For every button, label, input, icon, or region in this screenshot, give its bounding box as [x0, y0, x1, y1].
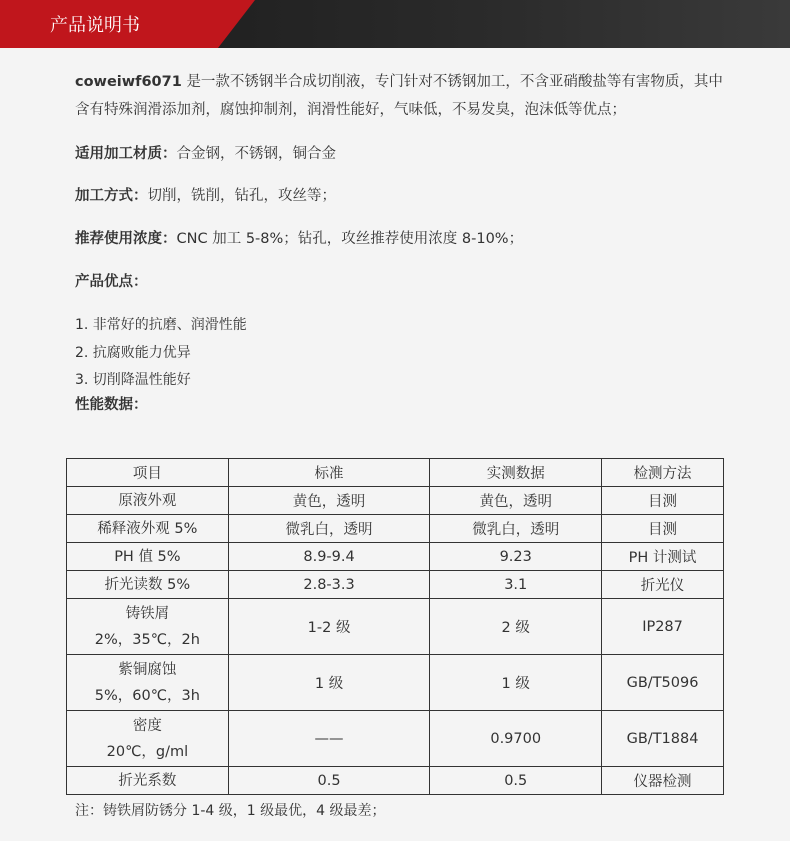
- product-code: coweiwf6071: [75, 74, 182, 90]
- item-line: 20℃，g/ml: [106, 743, 189, 760]
- item-line: 密度: [132, 717, 162, 734]
- materials-label: 适用加工材质：: [75, 146, 177, 162]
- methods-value: 切削，铣削，钻孔，攻丝等；: [147, 188, 336, 204]
- concentration-line: [75, 229, 725, 249]
- table-cell-standard: 0.5: [228, 767, 430, 795]
- table-cell-item: [67, 487, 229, 515]
- table-cell-standard: 黄色，透明: [228, 487, 430, 515]
- table-cell-method: GB/T1884: [602, 711, 724, 767]
- table-cell-method: 仪器检测: [602, 767, 724, 795]
- table-header-cell: 检测方法: [602, 459, 724, 487]
- materials-value: 合金钢，不锈钢，铜合金: [176, 146, 336, 162]
- table-header-cell: 标准: [228, 459, 430, 487]
- table-cell-standard: ——: [228, 711, 430, 767]
- content: [0, 48, 725, 415]
- table-cell-standard: 2.8-3.3: [228, 571, 430, 599]
- table-cell-item: [67, 711, 229, 767]
- table-cell-measured: 1 级: [430, 655, 602, 711]
- table-cell-standard: 8.9-9.4: [228, 543, 430, 571]
- item-line: 铸铁屑: [125, 605, 170, 622]
- table-row: [67, 767, 724, 795]
- table-cell-measured: 0.5: [430, 767, 602, 795]
- advantages-list: [75, 312, 725, 395]
- table-row: [67, 487, 724, 515]
- concentration-label: 推荐使用浓度：: [75, 231, 177, 247]
- table-cell-measured: 黄色，透明: [430, 487, 602, 515]
- table-cell-item: [67, 543, 229, 571]
- table-header-cell: 项目: [67, 459, 229, 487]
- table-row: [67, 515, 724, 543]
- table-cell-measured: 0.9700: [430, 711, 602, 767]
- list-item: 1. 非常好的抗磨、润滑性能: [75, 317, 247, 333]
- item-line: PH 值 5%: [114, 548, 181, 565]
- table-cell-standard: 微乳白，透明: [228, 515, 430, 543]
- table-cell-item: [67, 571, 229, 599]
- page-title: 产品说明书: [50, 15, 140, 36]
- item-line: 折光系数: [118, 772, 177, 789]
- table-cell-item: [67, 655, 229, 711]
- table-row: [67, 711, 724, 767]
- list-item: 3. 切削降温性能好: [75, 372, 191, 388]
- table-header-row: [67, 459, 724, 487]
- table-row: [67, 655, 724, 711]
- item-line: 紫铜腐蚀: [118, 661, 177, 678]
- concentration-value: CNC 加工 5-8%；钻孔，攻丝推荐使用浓度 8-10%；: [176, 231, 524, 247]
- table-cell-method: GB/T5096: [602, 655, 724, 711]
- table-cell-item: [67, 599, 229, 655]
- table-cell-standard: 1-2 级: [228, 599, 430, 655]
- table-cell-item: [67, 767, 229, 795]
- table-cell-standard: 1 级: [228, 655, 430, 711]
- item-line: 5%，60℃，3h: [94, 687, 200, 704]
- table-cell-method: 目测: [602, 487, 724, 515]
- item-line: 原液外观: [118, 492, 177, 509]
- methods-line: [75, 186, 725, 206]
- table-cell-measured: 2 级: [430, 599, 602, 655]
- table-row: [67, 543, 724, 571]
- performance-label: 性能数据：: [75, 396, 148, 413]
- list-item: 2. 抗腐败能力优异: [75, 344, 191, 361]
- table-row: [67, 599, 724, 655]
- footnote: 注：铸铁屑防锈分 1-4 级，1 级最优，4 级最差；: [75, 803, 386, 819]
- table-row: [67, 571, 724, 599]
- table-header-cell: 实测数据: [430, 459, 602, 487]
- table-cell-method: 目测: [602, 515, 724, 543]
- item-line: 折光读数 5%: [104, 576, 191, 593]
- table-cell-method: IP287: [602, 599, 724, 655]
- table-cell-item: [67, 515, 229, 543]
- table-cell-measured: 3.1: [430, 571, 602, 599]
- intro-paragraph: [75, 68, 725, 124]
- materials-line: [75, 144, 725, 164]
- table-cell-measured: 9.23: [430, 543, 602, 571]
- header-bar: [0, 0, 790, 48]
- methods-label: 加工方式：: [75, 188, 148, 204]
- table-cell-measured: 微乳白，透明: [430, 515, 602, 543]
- spec-table: [66, 458, 724, 795]
- item-line: 稀释液外观 5%: [97, 520, 198, 537]
- table-cell-method: 折光仪: [602, 571, 724, 599]
- item-line: 2%，35℃，2h: [94, 631, 200, 648]
- table-cell-method: PH 计测试: [602, 543, 724, 571]
- intro-text: 是一款不锈钢半合成切削液，专门针对不锈钢加工，不含亚硝酸盐等有害物质，其中含有特殊润滑添加剂，腐蚀抑制剂，润滑性能好，气味低，不易发臭，泡沫低等优点；: [75, 74, 723, 118]
- performance-heading: [75, 395, 725, 415]
- advantages-heading: [75, 272, 725, 292]
- advantages-label: 产品优点：: [75, 274, 148, 290]
